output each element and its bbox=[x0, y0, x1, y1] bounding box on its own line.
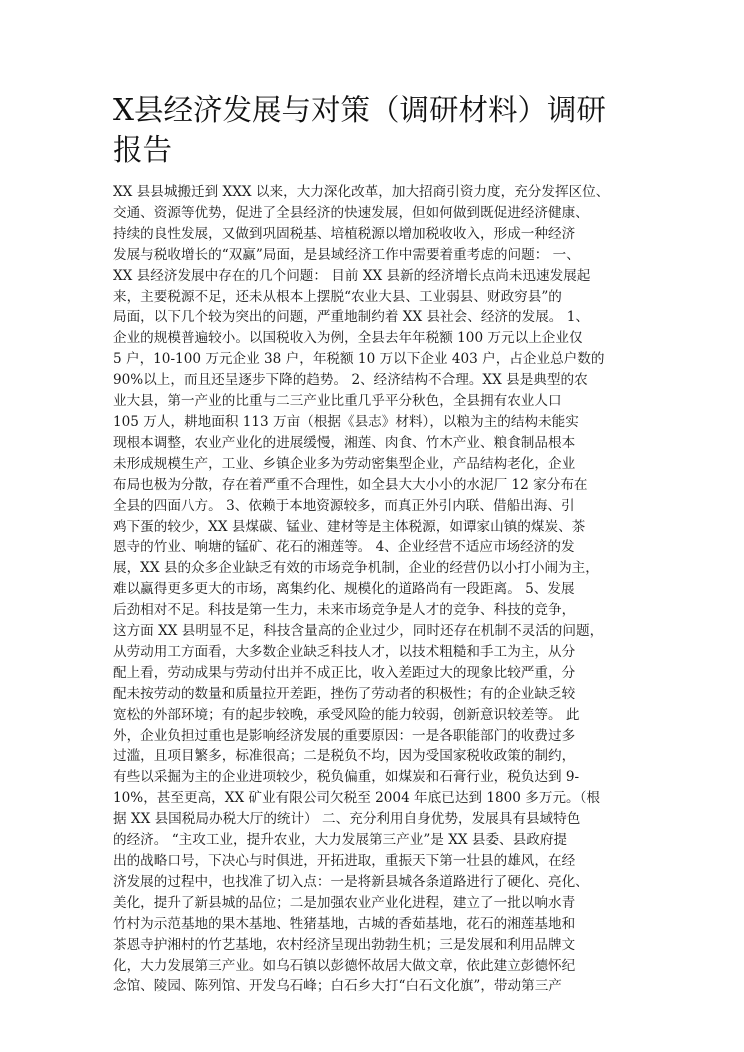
document-body bbox=[113, 182, 633, 997]
document-title: X县经济发展与对策（调研材料）调研报告 bbox=[113, 93, 607, 167]
body-line: 美化，提升了新县城的品位；二是加强农业产业化进程，建立了一批以响水青 bbox=[113, 894, 576, 911]
body-line: 企业的规模普遍较小。以国税收入为例，全县去年年税额 100 万元以上企业仅 bbox=[113, 330, 583, 347]
body-line: 竹村为示范基地的果木基地、牲猪基地，古城的香茹基地，花石的湘莲基地和 bbox=[113, 915, 576, 932]
body-line: 展，XX 县的众多企业缺乏有效的市场竞争机制，企业的经营仍以小打小闹为主， bbox=[113, 560, 599, 577]
body-line: 5 户，10-100 万元企业 38 户，年税额 10 万以下企业 403 户，占企业总户数的 bbox=[113, 351, 605, 368]
body-line: 后劲相对不足。科技是第一生力，未来市场竞争是人才的竞争、科技的竞争， bbox=[113, 602, 576, 619]
body-line: 现根本调整，农业产业化的进展缓慢，湘莲、肉食、竹木产业、粮食制品根本 bbox=[113, 434, 576, 451]
body-line: 局面，以下几个较为突出的问题，严重地制约着 XX 县社会、经济的发展。 1、 bbox=[113, 309, 589, 326]
body-line: 出的战略口号，下决心与时俱进，开拓进取，重振天下第一壮县的雄风，在经 bbox=[113, 853, 576, 869]
body-line: 宽松的外部环境；有的起步较晚，承受风险的能力较弱，创新意识较差等。 此 bbox=[113, 706, 580, 723]
body-line: 恩寺的竹业、响塘的锰矿、花石的湘莲等。 4、企业经营不适应市场经济的发 bbox=[113, 539, 575, 556]
body-line: 茶恩寺护湘村的竹艺基地，农村经济呈现出勃勃生机；三是发展和利用品牌文 bbox=[113, 936, 576, 953]
body-line: 这方面 XX 县明显不足，科技含量高的企业过少，同时还存在机制不灵活的问题， bbox=[113, 623, 604, 640]
body-line: 配未按劳动的数量和质量拉开差距，挫伤了劳动者的积极性；有的企业缺乏较 bbox=[113, 685, 576, 702]
body-line: 的经济。 “主攻工业，提升农业，大力发展第三产业”是 XX 县委、县政府提 bbox=[113, 832, 568, 849]
body-line: 据 XX 县国税局办税大厅的统计） 二、充分利用自身优势，发展具有县域特色 bbox=[113, 811, 581, 828]
body-line: XX 县经济发展中存在的几个问题： 目前 XX 县新的经济增长点尚未迅速发展起 bbox=[113, 267, 591, 284]
body-line: 业大县，第一产业的比重与二三产业比重几乎平分秋色，全县拥有农业人口 bbox=[113, 393, 562, 410]
body-line: 化，大力发展第三产业。如乌石镇以彭德怀故居大做文章，依此建立彭德怀纪 bbox=[113, 957, 576, 974]
body-line: 持续的良性发展，又做到巩固税基、培植税源以增加税收收入，形成一种经济 bbox=[113, 225, 576, 242]
body-line: 难以赢得更多更大的市场，离集约化、规模化的道路尚有一段距离。 5、发展 bbox=[113, 581, 575, 598]
body-line: 外，企业负担过重也是影响经济发展的重要原因：一是各职能部门的收费过多 bbox=[113, 727, 576, 744]
body-line: 90%以上，而且还呈逐步下降的趋势。 2、经济结构不合理。XX 县是典型的农 bbox=[113, 372, 588, 389]
body-line: 鸡下蛋的较少，XX 县煤碳、锰业、建材等是主体税源，如谭家山镇的煤炭、茶 bbox=[113, 518, 586, 535]
body-line: 105 万人，耕地面积 113 万亩（根据《县志》材料），以粮为主的结构未能实 bbox=[113, 413, 579, 430]
body-line: 配上看，劳动成果与劳动付出并不成正比，收入差距过大的现象比较严重，分 bbox=[113, 664, 576, 681]
body-line: 未形成规模生产，工业、乡镇企业多为劳动密集型企业，产品结构老化，企业 bbox=[113, 455, 576, 472]
body-line: 有些以采掘为主的企业进项较少，税负偏重，如煤炭和石膏行业，税负达到 9- bbox=[113, 769, 580, 786]
body-line: 过滥，且项目繁多，标准很高；二是税负不均，因为受国家税收政策的制约， bbox=[113, 748, 576, 765]
body-line: 布局也极为分散，存在着严重不合理性，如全县大大小小的水泥厂 12 家分布在 bbox=[113, 476, 588, 493]
body-line: 济发展的过程中，也找准了切入点：一是将新县城各条道路进行了硬化、亮化、 bbox=[113, 873, 589, 890]
body-line: 交通、资源等优势，促进了全县经济的快速发展，但如何做到既促进经济健康、 bbox=[113, 204, 589, 221]
body-line: 从劳动用工方面看，大多数企业缺乏科技人才，以技术粗糙和手工为主，从分 bbox=[113, 643, 576, 660]
body-line: 发展与税收增长的“双赢”局面，是县域经济工作中需要着重考虑的问题： 一、 bbox=[113, 246, 580, 263]
body-line: 念馆、陵园、陈列馆、开发乌石峰；白石乡大打“白石文化旗”，带动第三产 bbox=[113, 978, 562, 995]
body-line: 全县的四面八方。 3、依赖于本地资源较多，而真正外引内联、借船出海、引 bbox=[113, 497, 575, 514]
body-line: XX 县县城搬迁到 XXX 以来，大力深化改革，加大招商引资力度，充分发挥区位、 bbox=[113, 184, 610, 200]
body-line: 10%，甚至更高，XX 矿业有限公司欠税至 2004 年底已达到 1800 多万元。（根 bbox=[113, 790, 601, 807]
body-line: 来，主要税源不足，还未从根本上摆脱“农业大县、工业弱县、财政穷县”的 bbox=[113, 288, 562, 305]
